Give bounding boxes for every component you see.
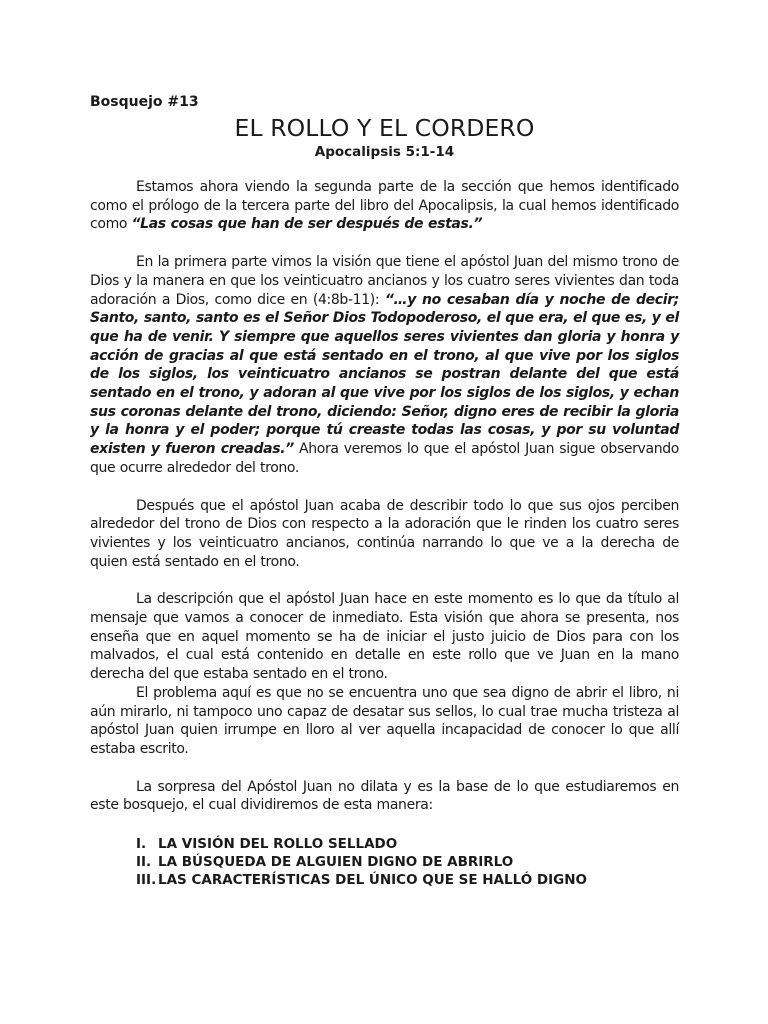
outline-list xyxy=(136,835,679,889)
paragraph-intro-text: Estamos ahora viendo la segunda parte de la sección que hemos identificado como el prólogo de la tercera parte del libro del Apocalipsis, la cual hemos identificado como xyxy=(90,179,679,233)
scripture-quote: “…y no cesaban día y noche de decir; Santo, santo, santo es el Señor Dios Todopoderoso, el que era, el que es, y el que ha de venir. Y siempre que aquellos seres vivientes dan gloria y honra y acción de gracias al que está sentado en el trono, al que vive por los siglos de los siglos, los veinticuatro ancianos se postran delante del que está sentado en el trono, y adoran al que vive por los siglos de los siglos, y echan sus coronas delante del trono, diciendo: Señor, digno eres de recibir la gloria y la honra y el poder; porque tú creaste todas las cosas, y por su voluntad existen y fueron creadas.” xyxy=(90,291,680,458)
outline-item xyxy=(136,853,679,871)
paragraph-problem: El problema aquí es que no se encuentra uno que sea digno de abrir el libro, ni aún mirarlo, ni tampoco uno capaz de desatar sus sellos, lo cual trae mucha tristeza al apóstol Juan quien irrumpe en lloro al ver aquella incapacidad de conocer lo que allí estaba escrito. xyxy=(90,684,679,757)
paragraph-first-part-text: En la primera parte vimos la visión que tiene el apóstol Juan del mismo trono de Dios y la manera en que los veinticuatro ancianos y los cuatro seres vivientes dan toda adoración a Dios, como dice en (4:8b-11): xyxy=(90,254,679,308)
paragraph-first-part-closing: Ahora veremos lo que el apóstol Juan sigue observando que ocurre alrededor del trono. xyxy=(90,441,680,476)
paragraph-after-adoration: Después que el apóstol Juan acaba de describir todo lo que sus ojos perciben alrededor del trono de Dios con respecto a la adoración que le rinden los cuatro seres vivientes y los veinticuatro ancianos, continúa narrando lo que ve a la derecha de quien está sentado en el trono. xyxy=(90,497,679,570)
outline-item xyxy=(136,835,679,853)
outline-item-number: II. xyxy=(136,854,152,871)
paragraph-first-part xyxy=(90,253,679,477)
paragraph-intro xyxy=(90,178,679,234)
outline-item-text: LAS CARACTERÍSTICAS DEL ÚNICO QUE SE HALLÓ DIGNO xyxy=(158,872,587,889)
outline-number: Bosquejo #13 xyxy=(90,94,199,110)
scripture-reference: Apocalipsis 5:1-14 xyxy=(314,144,455,160)
outline-item-number: III. xyxy=(136,872,157,889)
outline-item-number: I. xyxy=(136,836,147,853)
paragraph-outline-intro: La sorpresa del Apóstol Juan no dilata y es la base de lo que estudiaremos en este bosquejo, el cual dividiremos de esta manera: xyxy=(90,778,679,814)
outline-item-text: LA VISIÓN DEL ROLLO SELLADO xyxy=(158,836,398,853)
paragraph-intro-quote: “Las cosas que han de ser después de estas.” xyxy=(131,216,483,233)
document-page xyxy=(90,93,679,889)
outline-item xyxy=(136,871,679,889)
page-title: EL ROLLO Y EL CORDERO xyxy=(234,114,535,142)
paragraph-description: La descripción que el apóstol Juan hace en este momento es lo que da título al mensaje que vamos a conocer de inmediato. Esta visión que ahora se presenta, nos enseña que en aquel momento se ha de iniciar el justo juicio de Dios para con los malvados, el cual está contenido en detalle en este rollo que ve Juan en la mano derecha del que estaba sentado en el trono. xyxy=(90,591,679,683)
outline-item-text: LA BÚSQUEDA DE ALGUIEN DIGNO DE ABRIRLO xyxy=(158,854,514,871)
